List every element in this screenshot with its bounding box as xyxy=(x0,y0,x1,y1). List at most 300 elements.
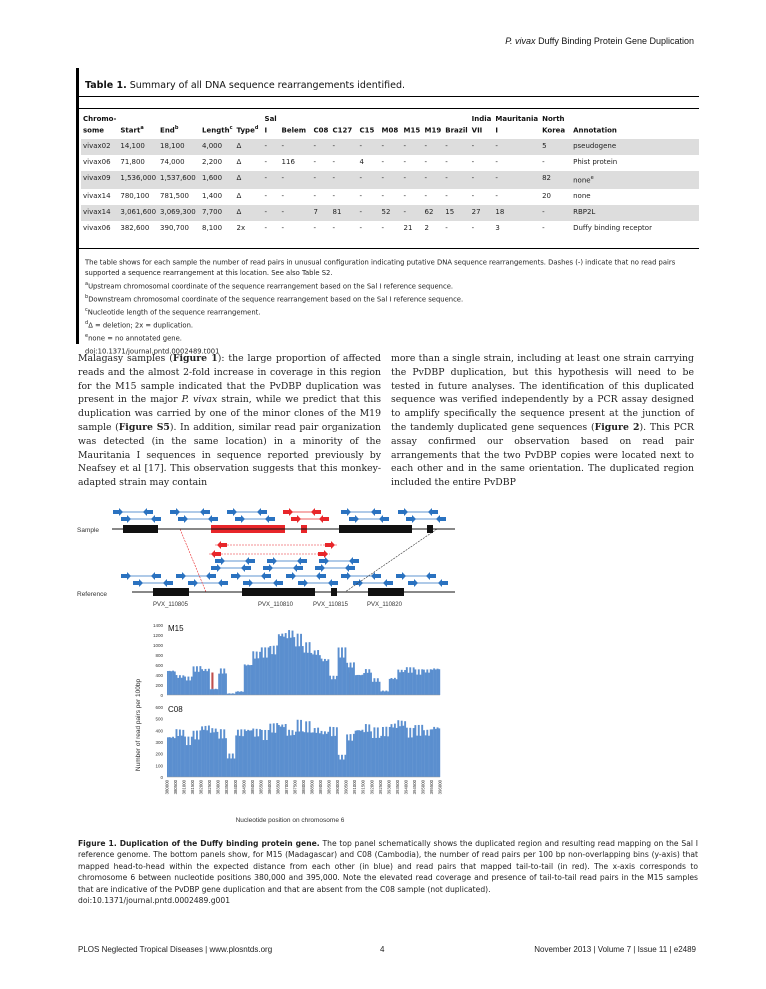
table-cell: - xyxy=(313,158,317,167)
bar xyxy=(293,735,295,777)
bar xyxy=(397,720,399,777)
table-cell: Duffy binding receptor xyxy=(573,223,652,232)
y-tick-label: 1200 xyxy=(152,633,163,638)
column-header xyxy=(118,114,158,139)
table-body xyxy=(81,139,699,236)
table-cell: - xyxy=(263,205,280,221)
column-header xyxy=(540,114,571,139)
bar xyxy=(389,679,391,695)
reference-label: Reference xyxy=(77,591,107,598)
table-cell: 781,500 xyxy=(160,191,189,200)
bar xyxy=(252,729,254,777)
bar xyxy=(373,727,375,777)
bar xyxy=(389,727,391,777)
bar xyxy=(387,691,389,695)
bar xyxy=(249,665,251,695)
bar xyxy=(326,734,328,777)
footnote-marker: c xyxy=(85,306,88,313)
column-header xyxy=(312,114,331,139)
bar xyxy=(271,654,273,695)
bar xyxy=(406,667,408,695)
footnote-text: The table shows for each sample the number of read pairs in unusual configuration indicating putative DNA sequence rearrangements. Dashes (-) indicate that no read pairs supported a sequence rearrangement at this location. See also Table S2. xyxy=(85,258,676,278)
bar xyxy=(170,738,172,777)
table-cell: 1,600 xyxy=(200,171,235,188)
bar xyxy=(402,672,404,695)
bar xyxy=(213,732,215,777)
bar xyxy=(310,733,312,777)
table-cell: - xyxy=(493,171,540,188)
bar xyxy=(211,689,213,695)
bar xyxy=(426,669,428,695)
table-cell: 82 xyxy=(540,171,571,188)
footnote xyxy=(85,305,695,318)
x-tick-label: 388000 xyxy=(301,780,306,795)
bar xyxy=(355,731,357,777)
y-axis-label: Number of read pairs per 100bp xyxy=(135,678,142,772)
figure-link[interactable]: Figure 2 xyxy=(594,421,640,433)
bar xyxy=(430,669,432,695)
bar xyxy=(290,638,292,695)
table-cell: 27 xyxy=(470,205,494,221)
bar xyxy=(191,737,193,777)
bar xyxy=(384,691,386,695)
table-cell: - xyxy=(495,191,498,200)
bar xyxy=(382,727,384,777)
bar xyxy=(372,682,374,695)
bar xyxy=(245,731,247,777)
bar xyxy=(438,728,440,777)
table-cell: 81 xyxy=(331,205,358,221)
footnote-marker: a xyxy=(140,125,144,131)
bar xyxy=(324,731,326,777)
table-cell: 3 xyxy=(495,223,500,232)
x-tick-label: 387500 xyxy=(292,780,298,795)
text: P. vivax xyxy=(181,394,218,406)
footnote-marker: e xyxy=(85,333,89,340)
bar xyxy=(379,738,381,777)
bar xyxy=(290,735,292,777)
table-cell: RBP2L xyxy=(571,205,699,221)
bar xyxy=(215,729,217,777)
bar xyxy=(240,729,242,777)
bar xyxy=(235,692,237,695)
table-cell: 382,600 xyxy=(120,223,150,232)
bar xyxy=(322,734,324,777)
bar xyxy=(215,689,217,695)
bar xyxy=(194,672,196,695)
header-line2: End xyxy=(160,126,175,135)
header-line2: Type xyxy=(236,126,255,135)
bar xyxy=(189,680,191,695)
column-header xyxy=(380,114,402,139)
bar xyxy=(327,732,329,777)
table-cell: Δ xyxy=(235,171,263,188)
bar xyxy=(312,654,314,695)
bar xyxy=(408,673,410,695)
footnote-marker: c xyxy=(229,125,233,131)
column-header xyxy=(423,114,444,139)
bar xyxy=(421,669,423,695)
table-cell: - xyxy=(403,191,407,200)
table-cell: 390,700 xyxy=(160,223,189,232)
table-row xyxy=(81,171,699,188)
bar xyxy=(322,661,324,695)
column-header xyxy=(470,114,494,139)
bar xyxy=(363,732,365,777)
table-cell: - xyxy=(359,223,363,232)
bar xyxy=(198,672,200,695)
bar xyxy=(194,739,196,777)
table-cell: - xyxy=(542,158,545,167)
bar xyxy=(358,730,360,777)
bar xyxy=(350,734,352,777)
bar xyxy=(263,740,265,777)
table-cell: - xyxy=(332,191,336,200)
table-cell: - xyxy=(313,191,317,200)
table-cell: 18 xyxy=(493,205,540,221)
table-cell: 52 xyxy=(380,205,402,221)
bar xyxy=(396,728,398,777)
bar xyxy=(343,658,345,695)
table-cell: - xyxy=(280,171,312,188)
bar xyxy=(261,730,263,777)
bar xyxy=(179,730,181,777)
table-cell: 18,100 xyxy=(158,139,200,155)
column-header xyxy=(358,114,380,139)
x-tick-label: 396000 xyxy=(437,780,443,795)
text: ). This PCR assay confirmed our observation based on read pair arrangements that the two PvDBP copies were located next to each other and in the same orientation. The duplicated region included the entire PvDBP xyxy=(391,421,694,489)
table-row xyxy=(81,205,699,221)
bar xyxy=(355,675,357,695)
bar xyxy=(297,634,299,695)
bar xyxy=(249,731,251,777)
table-cell: - xyxy=(402,171,423,188)
bar xyxy=(380,691,382,695)
figure-1 xyxy=(75,500,455,825)
column-header xyxy=(158,114,200,139)
bar xyxy=(375,738,377,777)
table-cell: pseudogene xyxy=(571,139,699,155)
body-column-right xyxy=(391,352,694,490)
bar xyxy=(251,730,253,777)
bar xyxy=(344,755,346,777)
y-tick-label: 400 xyxy=(155,728,163,734)
table-cell: - xyxy=(381,223,385,232)
bar xyxy=(288,630,290,695)
table-cell: - xyxy=(313,223,317,232)
table-cell: - xyxy=(381,191,385,200)
bar xyxy=(177,678,179,695)
header-species: P. vivax xyxy=(505,36,536,46)
bar xyxy=(406,728,408,777)
table-cell: vivax09 xyxy=(81,171,118,188)
bar xyxy=(300,720,302,777)
table-cell: 20 xyxy=(542,191,552,200)
bar xyxy=(271,732,273,777)
footnote xyxy=(85,279,695,292)
figure-caption xyxy=(78,838,698,906)
x-tick-label: 393500 xyxy=(394,780,400,795)
header-line2: C08 xyxy=(313,126,329,135)
bar xyxy=(198,740,200,777)
bar xyxy=(391,724,393,777)
bar xyxy=(305,642,307,695)
bar xyxy=(228,693,230,695)
table-row xyxy=(81,221,699,237)
table-cell: - xyxy=(280,139,312,155)
bar xyxy=(239,692,241,695)
table-cell: - xyxy=(443,139,469,155)
bar xyxy=(317,650,319,695)
bar xyxy=(208,669,210,695)
bar xyxy=(377,727,379,777)
footnote-text: Δ = deletion; 2x = duplication. xyxy=(88,321,194,330)
footnote-text: none = no annotated gene. xyxy=(88,334,182,343)
footnote-text: Nucleotide length of the sequence rearrangement. xyxy=(87,308,261,317)
x-tick-label: 392500 xyxy=(377,780,383,795)
bar xyxy=(435,669,437,695)
table-cell: - xyxy=(445,223,448,232)
bar xyxy=(331,736,333,777)
figure-link[interactable]: Figure 1 xyxy=(172,353,218,364)
bar xyxy=(324,659,326,695)
bar xyxy=(167,671,169,695)
bar xyxy=(319,655,321,695)
bar xyxy=(182,730,184,777)
x-tick-label: 395000 xyxy=(420,780,426,795)
table-cell: Phist protein xyxy=(573,158,618,167)
bar xyxy=(281,725,283,777)
bar xyxy=(181,736,183,777)
table-cell: - xyxy=(312,139,331,155)
figure-doi[interactable]: doi:10.1371/journal.pntd.0002489.g001 xyxy=(78,896,231,906)
bar xyxy=(401,721,403,777)
bar xyxy=(210,733,212,777)
bar xyxy=(292,631,294,695)
bar xyxy=(413,728,415,777)
bar xyxy=(362,675,364,695)
bar xyxy=(338,648,340,695)
bar xyxy=(220,668,222,695)
bar xyxy=(245,665,247,695)
bar xyxy=(223,729,225,777)
bar xyxy=(298,646,300,695)
x-tick-label: 383500 xyxy=(224,780,230,795)
bar xyxy=(220,729,222,777)
table-cell: - xyxy=(495,158,498,167)
table-cell: - xyxy=(445,158,448,167)
bar xyxy=(365,669,367,695)
bar xyxy=(423,670,425,695)
bar xyxy=(205,726,207,777)
table-cell: 1,400 xyxy=(202,191,223,200)
table-cell: 1,537,600 xyxy=(158,171,200,188)
bar xyxy=(433,668,435,695)
bar xyxy=(312,732,314,777)
bar xyxy=(343,760,345,777)
header-line1: Sal xyxy=(264,115,277,123)
footnote-marker: d xyxy=(85,320,89,327)
bar xyxy=(336,727,338,777)
table-cell: - xyxy=(443,171,469,188)
footnote-marker: e xyxy=(590,175,594,182)
bar xyxy=(302,731,304,777)
bar xyxy=(268,647,270,695)
bar xyxy=(266,740,268,777)
bar xyxy=(174,738,176,777)
table-cell: - xyxy=(423,171,444,188)
footnote-marker: d xyxy=(254,125,259,131)
x-tick-label: 394000 xyxy=(403,780,409,795)
bar xyxy=(379,682,381,695)
table-cell: 14,100 xyxy=(118,139,158,155)
header-line2: Belem xyxy=(281,126,307,135)
bar xyxy=(341,755,343,777)
footnote xyxy=(85,331,695,344)
bar xyxy=(367,732,369,777)
table-cell: - xyxy=(264,191,268,200)
x-tick-label: 395500 xyxy=(428,780,434,795)
bar xyxy=(184,737,186,777)
bar xyxy=(346,734,348,777)
bar xyxy=(314,650,316,695)
running-header xyxy=(505,36,694,46)
bar xyxy=(227,758,229,777)
bar xyxy=(399,672,401,695)
bar xyxy=(244,729,246,777)
bar xyxy=(351,668,353,695)
table-cell: 3,061,600 xyxy=(118,205,158,221)
bar xyxy=(203,671,205,695)
bar xyxy=(402,726,404,777)
table-cell: - xyxy=(402,205,423,221)
header-line2: M15 xyxy=(403,126,421,135)
bar xyxy=(184,677,186,695)
x-tick-label: 389500 xyxy=(326,780,332,795)
bar xyxy=(242,736,244,777)
x-tick-label: 386500 xyxy=(275,780,281,795)
bar xyxy=(247,665,249,695)
bar xyxy=(172,671,174,695)
table-cell: - xyxy=(470,139,494,155)
bar xyxy=(206,730,208,777)
table-cell: Δ xyxy=(236,158,242,167)
table-row xyxy=(81,139,699,155)
table-cell: 2,200 xyxy=(202,158,223,167)
bar xyxy=(174,671,176,695)
table-cell: - xyxy=(381,158,385,167)
y-tick-label: 300 xyxy=(155,740,163,745)
header-line1: India xyxy=(471,115,492,123)
x-tick-label: 380000 xyxy=(164,780,170,795)
footnote-text: doi:10.1371/journal.pntd.0002489.t001 xyxy=(85,347,220,356)
table-cell: - xyxy=(542,223,545,232)
table-footnotes xyxy=(85,255,695,357)
c08-title: C08 xyxy=(168,705,183,714)
table-cell: - xyxy=(263,139,280,155)
y-tick-label: 1000 xyxy=(152,643,163,648)
table-cell: 2 xyxy=(424,223,430,232)
bar xyxy=(225,673,227,695)
table-cell: Δ xyxy=(235,139,263,155)
bar xyxy=(363,673,365,695)
bar xyxy=(218,674,220,695)
table-cell: 780,100 xyxy=(120,191,150,200)
bar xyxy=(391,678,393,695)
bar xyxy=(408,738,410,777)
table-cell: - xyxy=(359,191,363,200)
bar xyxy=(177,736,179,777)
bar xyxy=(235,735,237,777)
gene-label: PVX_110815 xyxy=(313,602,348,608)
table-cell: - xyxy=(331,139,358,155)
table-cell: - xyxy=(332,223,336,232)
table-label: Table 1. xyxy=(85,80,127,91)
bar xyxy=(292,730,294,777)
table-cell: vivax14 xyxy=(81,205,118,221)
bar xyxy=(385,727,387,777)
bar xyxy=(411,737,413,777)
bar xyxy=(273,723,275,777)
bar xyxy=(181,678,183,695)
bar xyxy=(259,652,261,695)
bar xyxy=(397,670,399,695)
bar xyxy=(387,736,389,777)
x-tick-label: 390000 xyxy=(335,780,341,795)
header-title: Duffy Binding Protein Gene Duplication xyxy=(535,36,694,46)
table-cell: 15 xyxy=(443,205,469,221)
bar xyxy=(300,634,302,695)
table-cell: - xyxy=(280,205,312,221)
bar xyxy=(437,669,439,695)
column-header xyxy=(200,114,235,139)
table-cell: - xyxy=(402,139,423,155)
bar xyxy=(280,727,282,777)
bar xyxy=(414,725,416,777)
table-header-row xyxy=(81,114,699,139)
header-line2: some xyxy=(83,126,105,135)
bar xyxy=(431,670,433,695)
bar xyxy=(401,670,403,695)
bar xyxy=(426,730,428,777)
x-tick-label: 383000 xyxy=(215,780,221,795)
y-tick-label: 400 xyxy=(155,673,163,678)
bar xyxy=(360,675,362,695)
table-cell: - xyxy=(470,171,494,188)
bar xyxy=(423,730,425,777)
footer-page: 4 xyxy=(380,945,385,954)
x-tick-label: 393000 xyxy=(386,780,392,795)
header-line2: M08 xyxy=(381,126,399,135)
footer-journal[interactable]: PLOS Neglected Tropical Diseases | www.plosntds.org xyxy=(78,945,273,954)
bar xyxy=(186,745,188,777)
bar xyxy=(339,760,341,777)
column-header xyxy=(263,114,280,139)
bar xyxy=(254,659,256,695)
bar xyxy=(201,669,203,695)
bar xyxy=(263,658,265,695)
column-header xyxy=(571,114,699,139)
bar xyxy=(327,659,329,695)
header-line2: C127 xyxy=(332,126,353,135)
bar xyxy=(437,727,439,777)
bar xyxy=(228,754,230,777)
y-tick-label: 200 xyxy=(155,683,163,688)
column-header xyxy=(493,114,540,139)
table-cell: - xyxy=(312,171,331,188)
figure-link[interactable]: Figure S5 xyxy=(118,421,170,433)
header-line2: Start xyxy=(120,126,141,135)
